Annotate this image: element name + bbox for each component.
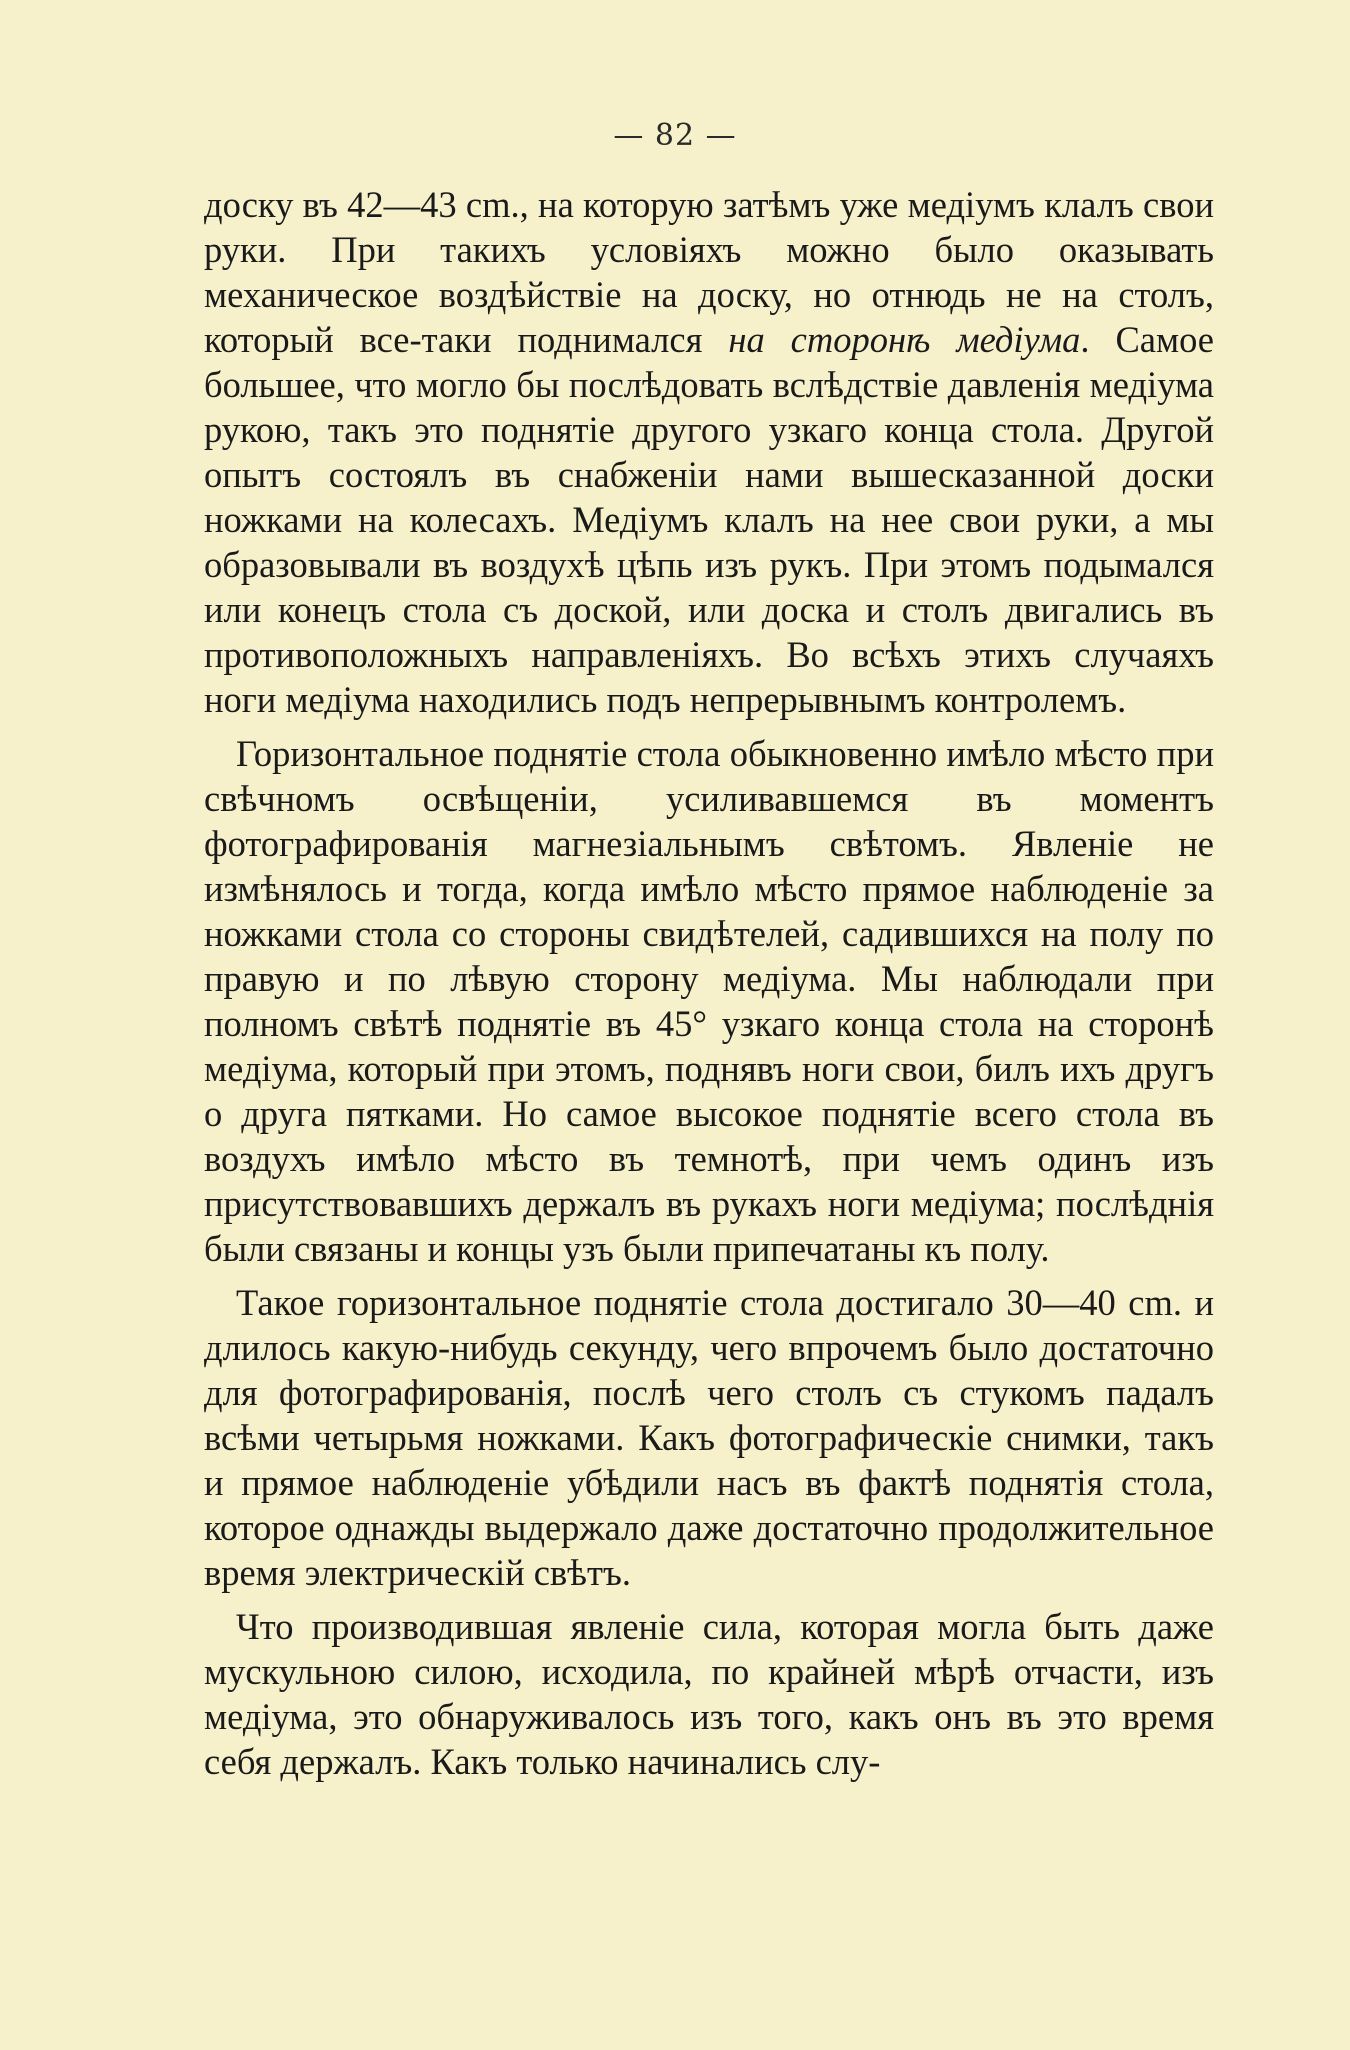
paragraph-1-emphasis: на сторонѣ медіума	[728, 319, 1081, 360]
paragraph-2	[204, 731, 1214, 1271]
paragraph-1-part-1: доску въ 42—43 cm., на которую затѣмъ уже медіумъ клалъ свои руки. При такихъ условіяхъ можно было оказывать механическое воздѣйствіе на доску, но отнюдь не на столъ, который все-таки поднимался	[204, 184, 1214, 360]
paragraph-1-part-3: . Самое большее, что могло бы послѣдовать вслѣдствіе давленія медіума рукою, такъ это поднятіе другого узкаго конца стола. Другой опытъ состоялъ въ снабженіи нами вышесказанной доски ножками на колесахъ. Медіумъ клалъ на нее свои руки, а мы образовывали въ воздухѣ цѣпь изъ рукъ. При этомъ подымался или конецъ стола съ доской, или доска и столъ двигались въ противоположныхъ направленіяхъ. Во всѣхъ этихъ случаяхъ ноги медіума находились подъ непрерывнымъ контролемъ.	[204, 319, 1214, 720]
paragraph-4	[204, 1604, 1214, 1784]
paragraph-4-text: Что производившая явленіе сила, которая могла быть даже мускульною силою, исходила, по крайней мѣрѣ отчасти, изъ медіума, это обнаруживалось изъ того, какъ онъ въ это время себя держалъ. Какъ только начинались слу-	[204, 1606, 1214, 1782]
paragraph-3	[204, 1280, 1214, 1595]
paragraph-2-text: Горизонтальное поднятіе стола обыкновенно имѣло мѣсто при свѣчномъ освѣщеніи, усиливавшемся въ моментъ фотографированія магнезіальнымъ свѣтомъ. Явленіе не измѣнялось и тогда, когда имѣло мѣсто прямое наблюденіе за ножками стола со стороны свидѣтелей, садившихся на полу по правую и по лѣвую сторону медіума. Мы наблюдали при полномъ свѣтѣ поднятіе въ 45° узкаго конца стола на сторонѣ медіума, который при этомъ, поднявъ ноги свои, билъ ихъ другъ о друга пятками. Но самое высокое поднятіе всего стола въ воздухъ имѣло мѣсто въ темнотѣ, при чемъ одинъ изъ присутствовавшихъ держалъ въ рукахъ ноги медіума; послѣднія были связаны и концы узъ были припечатаны къ полу.	[204, 733, 1214, 1269]
page-number: — 82 —	[613, 118, 737, 153]
body-text	[204, 182, 1214, 1793]
paragraph-3-text: Такое горизонтальное поднятіе стола достигало 30—40 cm. и длилось какую-нибудь секунду, чего впрочемъ было достаточно для фотографированія, послѣ чего столъ съ стукомъ падалъ всѣми четырьмя ножками. Какъ фотографическіе снимки, такъ и прямое наблюденіе убѣдили насъ въ фактѣ поднятія стола, которое однажды выдержало даже достаточно продолжительное время электрическій свѣтъ.	[204, 1282, 1214, 1593]
paragraph-1	[204, 182, 1214, 722]
